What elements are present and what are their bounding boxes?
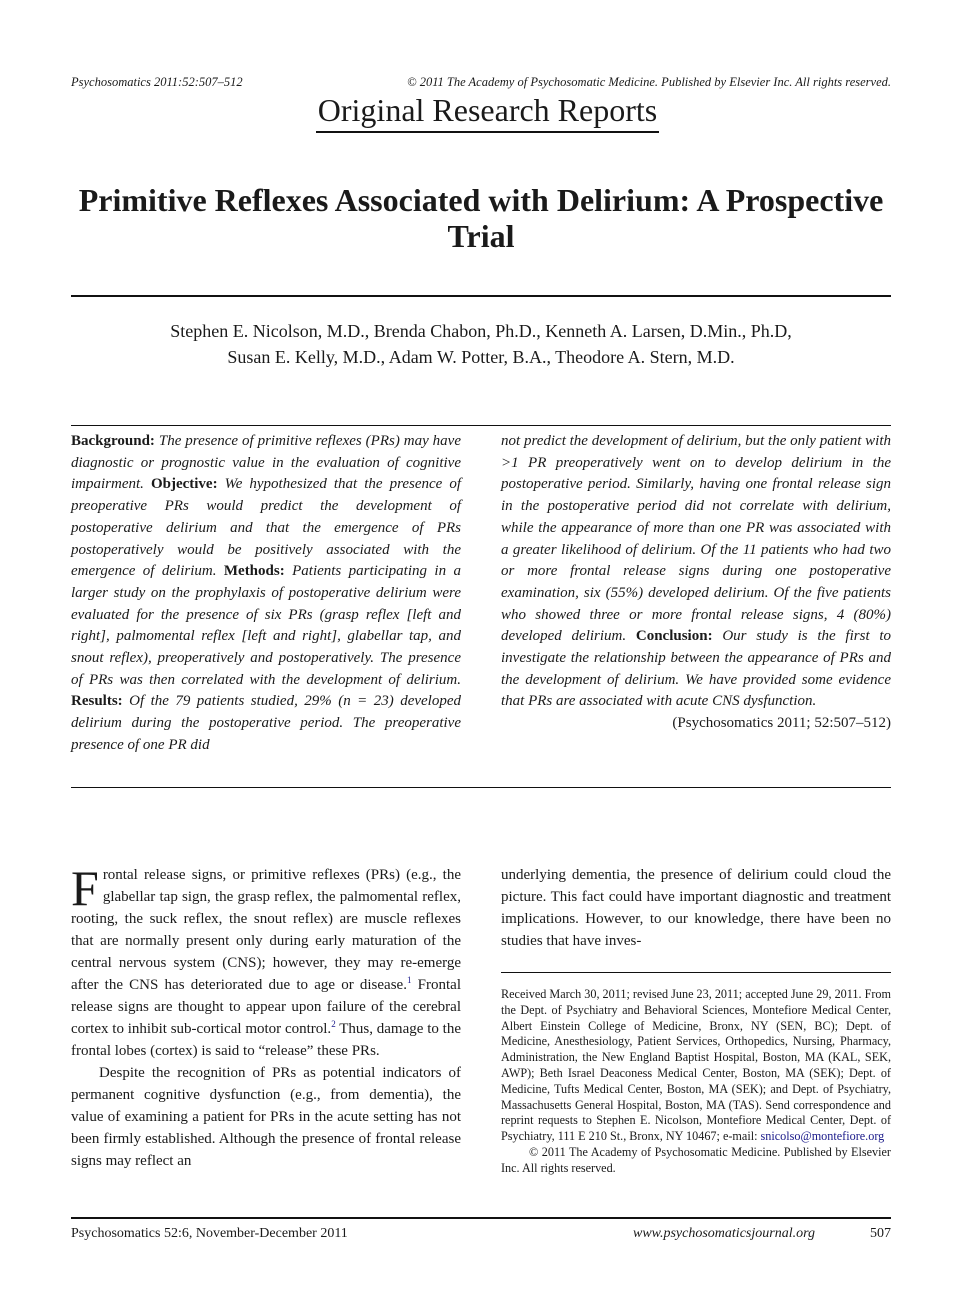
section-heading-text: Original Research Reports <box>316 92 659 133</box>
running-head <box>71 75 891 93</box>
author-line-1: Stephen E. Nicolson, M.D., Brenda Chabon, Ph.D., Kenneth A. Larsen, D.Min., Ph.D, <box>170 321 792 341</box>
abstract-column-left <box>71 431 461 757</box>
footnote-affiliations <box>501 987 891 1145</box>
objective-label: Objective: <box>150 476 218 493</box>
page-number: 507 <box>870 1226 891 1241</box>
journal-citation: Psychosomatics 2011:52:507–512 <box>71 75 243 89</box>
correspondence-email-link[interactable]: snicolso@montefiore.org <box>760 1129 885 1144</box>
reference-link-1[interactable]: 1 <box>406 975 412 985</box>
section-heading <box>0 92 975 133</box>
body-paragraph-2: Despite the recognition of PRs as potential indicators of permanent cognitive dysfunction (e.g., from dementia), the value of examining a patient for PRs in the acute setting has not been firmly established. Although the presence of frontal release signs may reflect an <box>71 1065 461 1169</box>
abstract-bottom-divider <box>71 787 891 788</box>
paragraph-1-part-b: Frontal release signs are thought to appear upon failure of the cerebral cortex to inhibit sub-cortical motor control. <box>71 977 461 1037</box>
footer-divider <box>71 1217 891 1219</box>
body-column-right <box>501 864 891 952</box>
author-list <box>71 318 891 370</box>
article-footnote <box>501 987 891 1177</box>
abstract-top-divider <box>71 425 891 426</box>
background-label: Background: <box>71 433 155 449</box>
author-line-2: Susan E. Kelly, M.D., Adam W. Potter, B.A., Theodore A. Stern, M.D. <box>227 347 735 367</box>
drop-cap: F <box>71 860 99 916</box>
conclusion-label: Conclusion: <box>635 628 713 645</box>
footnote-text: Received March 30, 2011; revised June 23, 2011; accepted June 29, 2011. From the Dept. of Psychiatry and Behavioral Sciences, Montefiore Medical Center, Albert Einstein College of Medicine, Bronx, NY (SEN, BC); Dept. of Medicine, Anesthesiology, Patient Services, Orthopedics, Nursing, Pharmacy, Administration, the New England Baptist Hospital, Boston, MA (KAL, SEK, AWP); Beth Israel Deaconess Medical Center, Boston, MA (SEK); Dept. of Medicine, Tufts Medical Center, Boston, MA (SEK); and Dept. of Psychiatry, Massachusetts General Hospital, Boston, MA (TAS). Send correspondence and reprint requests to Stephen E. Nicolson, Montefiore Medical Center, Dept. of Psychiatry, 111 E 210 St., Bronx, NY 10467; e-mail: <box>501 987 891 1144</box>
abstract-citation: (Psychosomatics 2011; 52:507–512) <box>672 715 891 732</box>
methods-label: Methods: <box>223 563 285 580</box>
objective-text: We hypothesized that the presence of preoperative PRs would predict the development of postoperative delirium and that the emergence of PRs postoperatively would be positively associated with the emergence of delirium. <box>71 476 461 580</box>
results-text-right: not predict the development of delirium, but the only patient with >1 PR preoperatively went on to develop delirium in the postoperative period. Similarly, having one frontal release sign in the postoperative period did not correlate with delirium, while the appearance of more than one PR was associated with a greater likelihood of delirium. Of the 11 patients who had two or more frontal release signs during one postoperative examination, six (55%) developed delirium. Of the five patients who showed three or more frontal release signs, 4 (80%) developed delirium. <box>501 433 891 645</box>
footer-journal-url[interactable]: www.psychosomaticsjournal.org <box>633 1226 816 1241</box>
title-divider <box>71 295 891 297</box>
results-label: Results: <box>71 693 123 710</box>
footnote-copyright: © 2011 The Academy of Psychosomatic Medicine. Published by Elsevier Inc. All rights reserved. <box>501 1144 891 1175</box>
methods-text: Patients participating in a larger study on the prophylaxis of postoperative delirium were evaluated for the presence of six PRs (grasp reflex [left and right], palmomental reflex [left and right], glabellar tap, and snout reflex), preoperatively and postoperatively. The presence of PRs was then correlated with the development of delirium. <box>71 563 461 688</box>
footer-journal-issue: Psychosomatics 52:6, November-December 2011 <box>71 1226 348 1241</box>
body-paragraph-1 <box>71 860 461 1062</box>
paragraph-1-part-c: Thus, damage to the frontal lobes (cortex) is said to “release” these PRs. <box>71 1021 461 1059</box>
conclusion-text: Our study is the first to investigate the relationship between the appearance of PRs and the development of delirium. We have provided some evidence that PRs are associated with acute CNS dysfunction. <box>501 628 892 710</box>
article-title: Primitive Reflexes Associated with Delirium: A Prospective Trial <box>78 182 884 254</box>
body-paragraph-3: underlying dementia, the presence of delirium could cloud the picture. This fact could have important diagnostic and treatment implications. However, to our knowledge, there have been no studies that have inves- <box>501 867 891 949</box>
copyright-notice: © 2011 The Academy of Psychosomatic Medicine. Published by Elsevier Inc. All rights reserved. <box>407 75 891 89</box>
footnote-divider <box>501 972 891 973</box>
paragraph-1-part-a: rontal release signs, or primitive reflexes (PRs) (e.g., the glabellar tap sign, the grasp reflex, the palmomental reflex, rooting, the suck reflex, the snout reflex) are muscle reflexes that are normally present only during early maturation of the central nervous system (CNS); however, they may re-emerge after the CNS has deteriorated due to age or disease. <box>71 867 461 993</box>
reference-link-2[interactable]: 2 <box>331 1019 336 1029</box>
background-text: The presence of primitive reflexes (PRs) may have diagnostic or prognostic value in the evaluation of cognitive impairment. <box>71 433 461 493</box>
abstract-column-right <box>501 431 891 735</box>
results-text-left: Of the 79 patients studied, 29% (n = 23) developed delirium during the postoperative period. The preoperative presence of one PR did <box>71 693 461 753</box>
body-column-left <box>71 860 461 1172</box>
